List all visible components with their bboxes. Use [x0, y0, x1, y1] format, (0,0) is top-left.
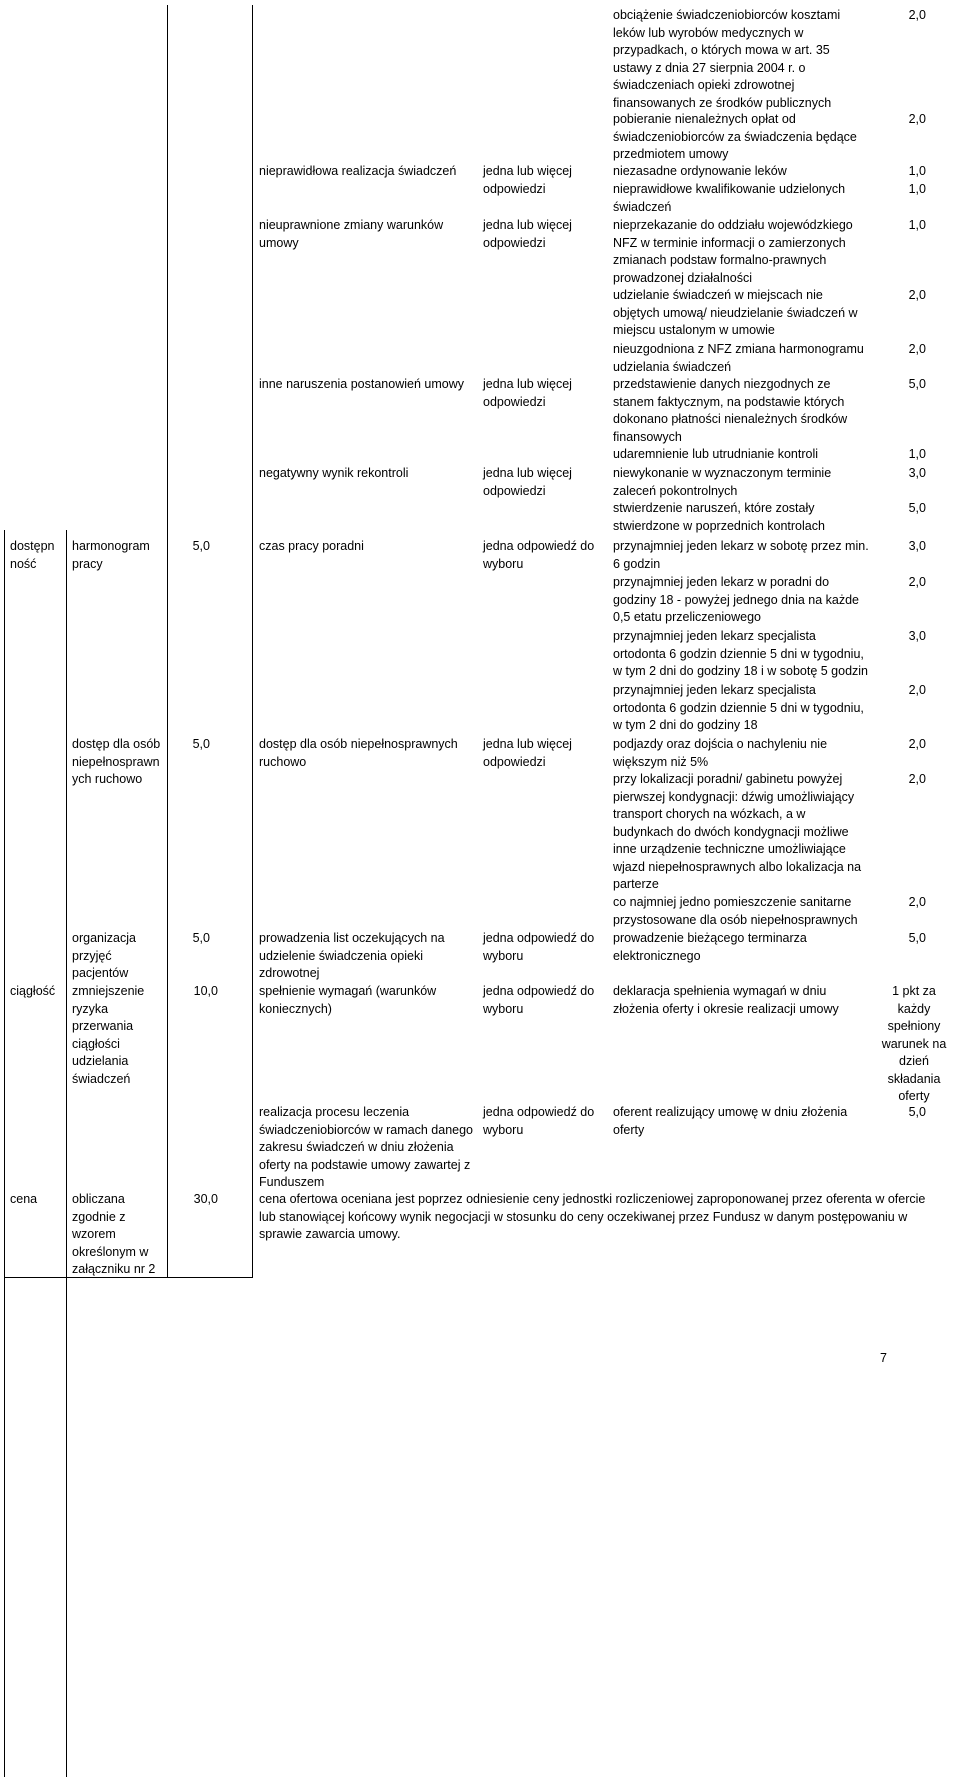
- listy-answer-type: jedna odpowiedź do wyboru: [483, 931, 595, 963]
- obciazenie-points: 2,0: [908, 8, 926, 22]
- kwalifikowanie-text: nieprawidłowe kwalifikowanie udzielonych świadczeń: [613, 182, 846, 214]
- ortodonta18-text: przynajmniej jeden lekarz specjalista ortodonta 6 godzin dziennie 5 dni w tygodniu, w tym 2 dni do godziny 18: [613, 683, 864, 732]
- podjazdy-text: podjazdy oraz dojścia o nachyleniu nie większym niż 5%: [613, 737, 828, 769]
- sobota-text: przynajmniej jeden lekarz w sobotę przez min. 6 godzin: [613, 539, 869, 571]
- poradnia18-text: przynajmniej jeden lekarz w poradni do godziny 18 - powyżej jednego dnia na każde 0,5 etatu przeliczeniowego: [613, 575, 860, 624]
- organizacja-przyjec: organizacja przyjęć pacjentów: [72, 931, 136, 980]
- dane-text: przedstawienie danych niezgodnych ze stanem faktycznym, na podstawie których dokonano płatności nienależnych środków finansowych: [613, 377, 848, 444]
- kategoria-cena: cena: [10, 1192, 38, 1206]
- cena-opis: cena ofertowa oceniana jest poprzez odniesienie ceny jednostki rozliczeniowej zaproponowanej przez oferenta w ofercie lub stanowiącej końcowy wynik negocjacji w stosunku do ceny oczekiwanej przez Fundusz w danym postępowaniu w sprawie zawarcia umowy.: [259, 1192, 926, 1241]
- harmonogram-pracy: harmonogram pracy: [72, 539, 150, 571]
- column-divider: [66, 530, 67, 1777]
- sobota-points: 3,0: [908, 539, 926, 553]
- sanitarne-text: co najmniej jedno pomieszczenie sanitarne przystosowane dla osób niepełnosprawnych: [613, 895, 858, 927]
- harmonogram-zmiana-points: 2,0: [908, 342, 926, 356]
- kontrola-points: 1,0: [908, 447, 926, 461]
- zmiany-answer-type: jedna lub więcej odpowiedzi: [483, 218, 572, 250]
- kontrola-text: udaremnienie lub utrudnianie kontroli: [613, 447, 818, 461]
- poradnia18-points: 2,0: [908, 575, 926, 589]
- podjazdy-points: 2,0: [908, 737, 926, 751]
- inne-naruszenia: inne naruszenia postanowień umowy: [259, 377, 464, 391]
- nieprawidlowa-answer-type: jedna lub więcej odpowiedzi: [483, 164, 572, 196]
- leczenie-answer-type: jedna odpowiedź do wyboru: [483, 1105, 595, 1137]
- niezasadne-text: niezasadne ordynowanie leków: [613, 164, 787, 178]
- column-divider: [167, 5, 168, 1277]
- table-border-left: [4, 530, 5, 1777]
- terminarz-text: prowadzenie bieżącego terminarza elektronicznego: [613, 931, 807, 963]
- ortodonta5-points: 3,0: [908, 629, 926, 643]
- column-divider: [252, 5, 253, 1277]
- wymagania-answer-type: jedna odpowiedź do wyboru: [483, 984, 595, 1016]
- niepelnosprawni-answer-type: jedna lub więcej odpowiedzi: [483, 737, 572, 769]
- rekontrola-answer-type: jedna lub więcej odpowiedzi: [483, 466, 572, 498]
- terminarz-points: 5,0: [908, 931, 926, 945]
- nieprzekazanie-text: nieprzekazanie do oddziału wojewódzkiego NFZ w terminie informacji o zamierzonych zmianach podstaw formalno-prawnych prowadzonej działalności: [613, 218, 853, 285]
- deklaracja-points: 1 pkt za każdy spełniony warunek na dzień składania oferty: [881, 984, 947, 1103]
- oferent-text: oferent realizujący umowę w dniu złożenia oferty: [613, 1105, 848, 1137]
- nieprzekazanie-points: 1,0: [908, 218, 926, 232]
- cena-weight: 30,0: [193, 1192, 218, 1206]
- deklaracja-text: deklaracja spełnienia wymagań w dniu złożenia oferty i okresie realizacji umowy: [613, 984, 839, 1016]
- pobieranie-text: pobieranie nienależnych opłat od świadczeniobiorców za świadczenia będące przedmiotem umowy: [613, 112, 857, 161]
- ryzyko-weight: 10,0: [193, 984, 218, 998]
- rekontrola: negatywny wynik rekontroli: [259, 466, 409, 480]
- dzwig-points: 2,0: [908, 772, 926, 786]
- wymagania: spełnienie wymagań (warunków koniecznych): [259, 984, 437, 1016]
- miejsca-text: udzielanie świadczeń w miejscach nie objętych umową/ nieudzielanie świadczeń w miejscu ustalonym w umowie: [613, 288, 858, 337]
- inne-answer-type: jedna lub więcej odpowiedzi: [483, 377, 572, 409]
- niepelnosprawni-criterion: dostęp dla osób niepełnosprawnych ruchowo: [259, 737, 458, 769]
- czas-answer-type: jedna odpowiedź do wyboru: [483, 539, 595, 571]
- realizacja-leczenia: realizacja procesu leczenia świadczeniobiorców w ramach danego zakresu świadczeń w dniu złożenia oferty na podstawie umowy zawartej z Funduszem: [259, 1105, 474, 1189]
- naruszenia-text: stwierdzenie naruszeń, które zostały stwierdzone w poprzednich kontrolach: [613, 501, 825, 533]
- harmonogram-weight: 5,0: [192, 539, 210, 553]
- ortodonta5-text: przynajmniej jeden lekarz specjalista ortodonta 6 godzin dziennie 5 dni w tygodniu, w tym 2 dni do godziny 18 i w sobotę 5 godzin: [613, 629, 869, 678]
- dane-points: 5,0: [908, 377, 926, 391]
- miejsca-points: 2,0: [908, 288, 926, 302]
- page-number: 7: [880, 1351, 887, 1365]
- oferent-points: 5,0: [908, 1105, 926, 1119]
- sanitarne-points: 2,0: [908, 895, 926, 909]
- cena-sposob-obliczania: obliczana zgodnie z wzorem określonym w załączniku nr 2: [72, 1192, 156, 1276]
- naruszenia-points: 5,0: [908, 501, 926, 515]
- ryzyko-przerwania: zmniejszenie ryzyka przerwania ciągłości udzielania świadczeń: [72, 984, 145, 1086]
- dzwig-text: przy lokalizacji poradni/ gabinetu powyżej pierwszej kondygnacji: dźwig umożliwiający transport chorych na wózkach, a w budynkach do dwóch kondygnacji możliwe inne urządzenie techniczne umożliwiające wjazd niepełnosprawnych albo lokalizacja na parterze: [613, 772, 862, 891]
- listy-oczekujacych: prowadzenia list oczekujących na udzielenie świadczenia opieki zdrowotnej: [259, 931, 445, 980]
- kategoria-dostepnosc: dostępn ność: [10, 539, 55, 571]
- obciazenie-text: obciążenie świadczeniobiorców kosztami leków lub wyrobów medycznych w przypadkach, o których mowa w art. 35 ustawy z dnia 27 sierpnia 2004 r. o świadczeniach opieki zdrowotnej finansowanych ze środków publicznych: [613, 8, 841, 110]
- czas-pracy: czas pracy poradni: [259, 539, 364, 553]
- niepelnosprawni-weight: 5,0: [192, 737, 210, 751]
- zalecenia-text: niewykonanie w wyznaczonym terminie zaleceń pokontrolnych: [613, 466, 832, 498]
- nieprawidlowa-realizacja: nieprawidłowa realizacja świadczeń: [259, 164, 457, 178]
- harmonogram-zmiana-text: nieuzgodniona z NFZ zmiana harmonogramu udzielania świadczeń: [613, 342, 864, 374]
- organizacja-weight: 5,0: [192, 931, 210, 945]
- zalecenia-points: 3,0: [908, 466, 926, 480]
- kategoria-ciaglosc: ciągłość: [10, 984, 56, 998]
- zmiany-umowy: nieuprawnione zmiany warunków umowy: [259, 218, 444, 250]
- pobieranie-points: 2,0: [908, 112, 926, 126]
- ortodonta18-points: 2,0: [908, 683, 926, 697]
- kwalifikowanie-points: 1,0: [908, 182, 926, 196]
- niezasadne-points: 1,0: [908, 164, 926, 178]
- niepelnosprawni: dostęp dla osób niepełnosprawn ych ruchowo: [72, 737, 161, 786]
